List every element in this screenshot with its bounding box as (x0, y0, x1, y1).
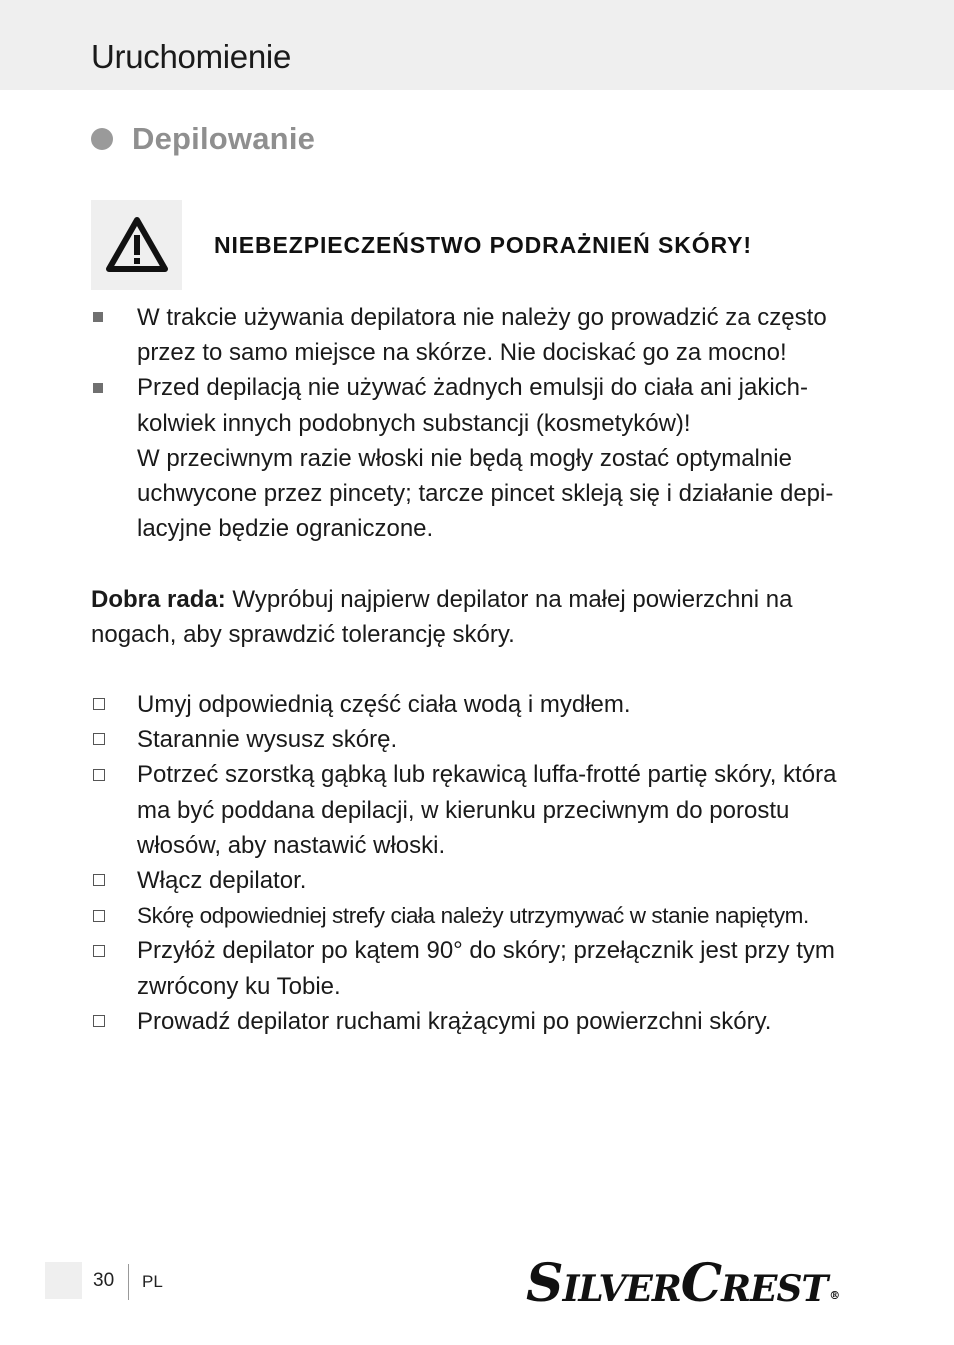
step-text: Przyłóż depilator po kątem 90° do skóry; przełącznik jest przy tym zwrócony ku Tobie. (137, 937, 835, 1000)
empty-square-bullet-icon (93, 687, 123, 722)
tip-text: Wypróbuj najpierw depilator na małej powierzchni na nogach, aby sprawdzić tolerancję skóry. (91, 586, 793, 649)
empty-square-bullet-icon (93, 898, 123, 933)
warning-item-text: W przeciwnym razie włoski nie będą mogły zostać optymalnie uchwycone przez pincety; tarcze pincet skleją się i działanie depi-lacyjne będzie ograniczone. (137, 444, 834, 543)
footer-box (45, 1262, 82, 1299)
step-text: Włącz depilator. (137, 867, 307, 895)
tip-paragraph (91, 582, 871, 652)
empty-square-bullet-icon (93, 933, 123, 968)
step-text: Umyj odpowiednią część ciała wodą i mydłem. (137, 691, 631, 718)
warning-box (91, 200, 182, 290)
step-item (91, 933, 871, 1003)
empty-square-bullet-icon (93, 1004, 123, 1039)
page-title: Uruchomienie (91, 38, 291, 75)
warning-list (91, 300, 871, 546)
step-text: Potrzeć szorstką gąbką lub rękawicą luffa-frotté partię skóry, która ma być poddana depilacji, w kierunku przeciwnym do porostu włosów, aby nastawić włoski. (137, 761, 837, 859)
language-code: PL (142, 1272, 163, 1291)
filled-square-bullet-icon (93, 300, 123, 335)
step-text: Skórę odpowiedniej strefy ciała należy utrzymywać w stanie napiętym. (137, 903, 809, 929)
section-title: Depilowanie (132, 121, 316, 156)
warning-item (91, 370, 871, 440)
warning-item-text: Przed depilacją nie używać żadnych emulsji do ciała ani jakich-kolwiek innych podobnych substancji (kosmetyków)! (137, 374, 809, 437)
warning-title: NIEBEZPIECZEŃSTWO PODRAŻNIEŃ SKÓRY! (214, 232, 752, 258)
warning-item-text: W trakcie używania depilatora nie należy go prowadzić za często przez to samo miejsce na skórze. Nie dociskać go za mocno! (137, 304, 827, 367)
silvercrest-logo: SILVERCREST ® (526, 1253, 840, 1314)
step-item (91, 898, 871, 933)
warning-item (91, 300, 871, 370)
step-text: Starannie wysusz skórę. (137, 726, 398, 754)
step-text: Prowadź depilator ruchami krążącymi po powierzchni skóry. (137, 1007, 772, 1035)
step-item (91, 1004, 871, 1039)
page-number: 30 (93, 1270, 115, 1291)
step-item (91, 863, 871, 898)
empty-square-bullet-icon (93, 863, 123, 898)
warning-triangle-icon (105, 216, 169, 274)
step-item (91, 722, 871, 757)
bullet-dot-icon (91, 128, 113, 150)
warning-item-continuation (91, 441, 871, 547)
empty-square-bullet-icon (93, 722, 123, 757)
tip-label: Dobra rada: (91, 586, 226, 613)
step-item (91, 757, 871, 863)
section-heading (91, 118, 315, 160)
filled-square-bullet-icon (93, 370, 123, 405)
footer-divider (128, 1264, 129, 1300)
empty-square-bullet-icon (93, 757, 123, 792)
steps-list (91, 687, 871, 1039)
step-item (91, 687, 871, 722)
